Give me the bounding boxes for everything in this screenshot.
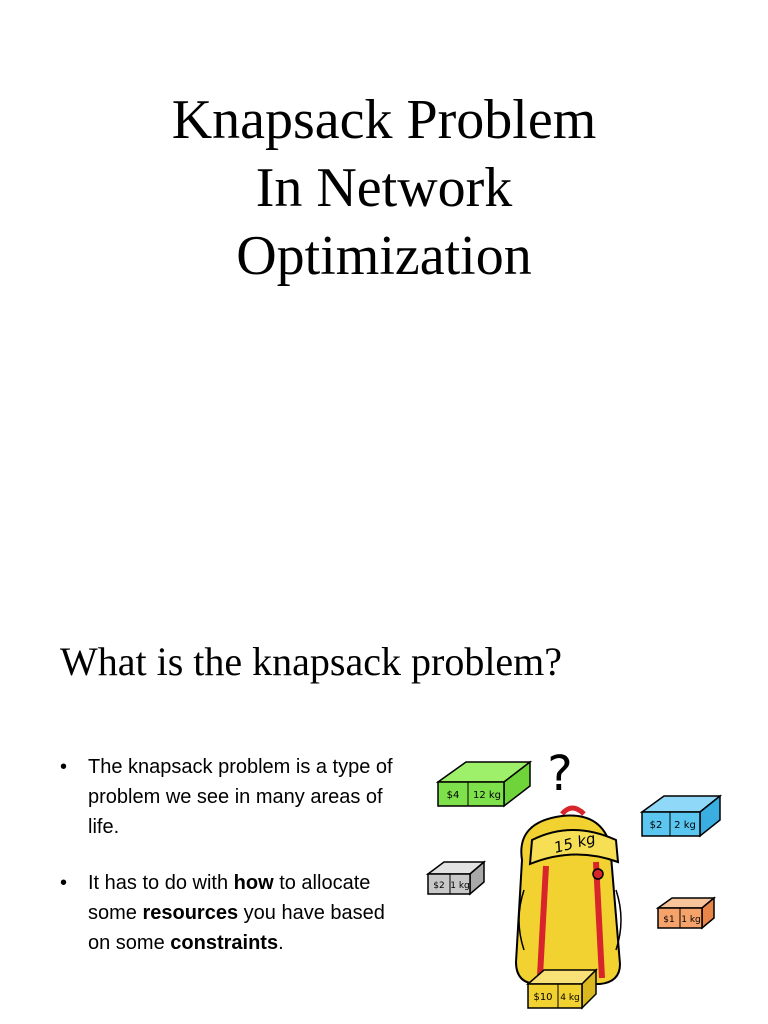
bullet-text: The knapsack problem is a type of problem we see in many areas of life. (88, 756, 393, 838)
knapsack-icon (516, 808, 621, 984)
question-mark-icon: ? (547, 746, 573, 802)
title-line-2: In Network (255, 157, 513, 219)
item-value: $4 (446, 790, 460, 801)
title-line-3: Optimization (236, 225, 532, 287)
item-box-green (438, 762, 530, 806)
item-value: $10 (533, 992, 553, 1003)
item-weight: 2 kg (674, 820, 696, 831)
item-box-gray (428, 862, 484, 894)
item-weight: 4 kg (560, 993, 580, 1003)
item-box-blue (642, 796, 720, 836)
item-value: $2 (433, 881, 445, 891)
bullet-text: . (278, 932, 284, 954)
item-box-orange (658, 898, 714, 928)
item-value: $1 (663, 915, 675, 925)
bullet-item (58, 752, 398, 842)
item-weight: 12 kg (472, 790, 502, 801)
bold-how: how (233, 872, 274, 894)
knapsack-illustration (420, 740, 750, 1020)
item-weight: 1 kg (450, 881, 470, 891)
knapsack-capacity-label: 15 kg (552, 829, 598, 857)
title-line-1: Knapsack Problem (171, 89, 597, 151)
bold-constraints: constraints (170, 932, 279, 954)
item-box-yellow (528, 970, 596, 1008)
item-weight: 1 kg (681, 915, 701, 925)
bullet-item (58, 868, 398, 958)
item-value: $2 (649, 820, 663, 831)
slide-title (0, 86, 768, 290)
bullet-list (58, 752, 398, 984)
bold-resources: resources (142, 902, 239, 924)
slide-heading: What is the knapsack problem? (60, 639, 563, 684)
bullet-text: you have based on some (88, 902, 385, 954)
bullet-text: to allocate some (88, 872, 371, 924)
bullet-text: It has to do with (88, 872, 234, 894)
